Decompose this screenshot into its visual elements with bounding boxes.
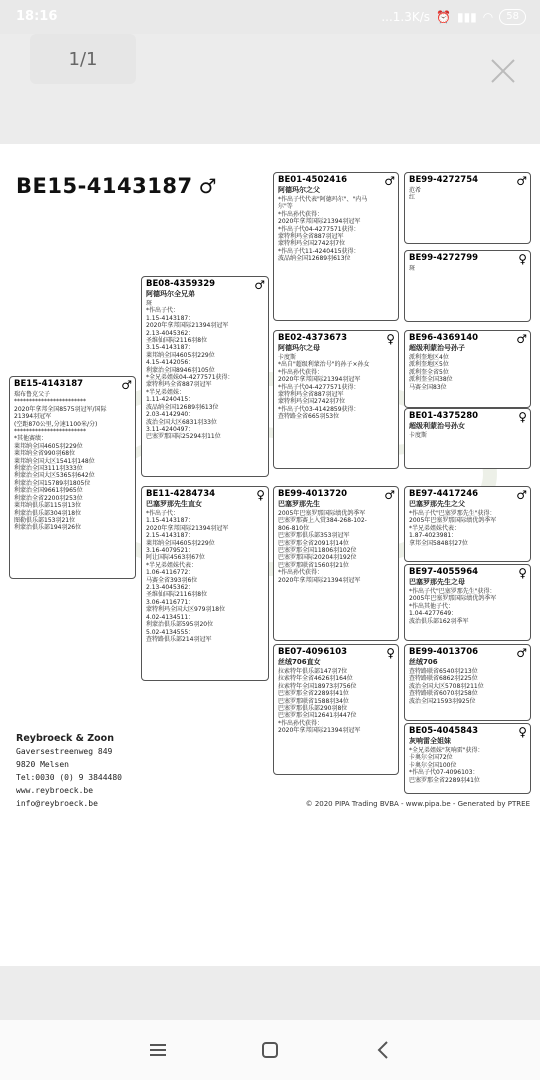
- card-bird-name: 超级利蒙治号孙女: [409, 422, 465, 430]
- battery-indicator: 58: [499, 9, 526, 25]
- home-icon[interactable]: [258, 1038, 282, 1062]
- card-details: *作出子代代表"阿德玛尔"、"内马 尔"等 *作出孙代获得： 2020年拿邦国际21394羽冠军 *作出子代04-4277571获得： 蒙特利玛全省887羽冠军 蒙特利玛全国2742羽7位 *作出子代11-4240415获得： 波品纳全国12689羽613位: [278, 196, 368, 263]
- card-bird-name: 巴塞罗那先生直女: [146, 500, 202, 508]
- breeder-name: Reybroeck & Zoon: [16, 733, 114, 744]
- card-bird-name: 阿德玛尔全兄弟: [146, 290, 195, 298]
- card-details: 范希 红: [409, 187, 422, 202]
- card-ring-number: BE05-4045843: [409, 726, 479, 736]
- card-ring-number: BE01-4502416: [278, 175, 348, 185]
- card-details: 卡度斯: [409, 432, 428, 439]
- card-details: 瑞布鲁克父子 ************************ 2020年拿邦全国8575羽冠军/国际 21394羽冠军 (空距870公里,分速1100米/分) ************************ *其他赛绩： 莱邦纳全国4605羽229位 莱邦纳全省990羽68位 莱邦纳全国大区1541羽148位 利蒙治全国3111羽333位 利蒙治全国大区5365羽642位 利蒙治全国15789羽1805位 利蒙治全国9661羽965位 利蒙治全省2200羽253位 莱邦纳俱乐部115羽13位 利蒙治俱乐部304羽18位 图勒俱乐部153羽21位 利蒙治俱乐部194羽26位: [14, 391, 107, 532]
- card-ring-number: BE96-4369140: [409, 333, 479, 343]
- pedigree-document: [0, 144, 540, 966]
- card-bird-name: 巴塞罗那先生之父: [409, 500, 465, 508]
- card-details: 卡度斯 *出自"超级利蒙治号"的孙子×孙女 *作出孙代获得： 2020年拿邦国际21394羽冠军 *作出子代04-4277571获得： 蒙特利玛全省887羽冠军 蒙特利玛全国2742羽7位 *作出子代03-4142859获得： 查特路全省665羽53位: [278, 354, 370, 421]
- status-indicators: [381, 9, 526, 25]
- viewer-toolbar: [0, 34, 540, 144]
- alarm-icon: ⏰: [436, 10, 451, 24]
- male-icon: ♂: [121, 378, 132, 392]
- card-ring-number: BE99-4013706: [409, 647, 479, 657]
- card-details: *作出子代"巴塞罗那先生"获得： 2005年巴塞罗那国际绩优鸽季军 *半兄弟姐妹代表： 1.87-4023981： 拿邦全国5848羽27位: [409, 510, 497, 547]
- card-ring-number: BE97-4055964: [409, 567, 479, 577]
- breeder-email: info@reybroeck.be: [16, 799, 98, 808]
- pedigree-card: [273, 644, 399, 775]
- card-bird-name: 超级利蒙治号孙子: [409, 344, 465, 352]
- male-icon: ♂: [198, 174, 218, 198]
- pedigree-card: [404, 564, 531, 641]
- card-ring-number: BE15-4143187: [14, 379, 84, 389]
- pedigree-card: [9, 376, 136, 579]
- card-ring-number: BE11-4284734: [146, 489, 216, 499]
- card-ring-number: BE02-4373673: [278, 333, 348, 343]
- female-icon: ♀: [386, 332, 395, 346]
- card-details: *全兄弟姐妹"灰响雷"获得： 卡奥尔全国72位 卡奥尔全国100位 *作出子代07-4096103： 巴塞罗那全省2289羽41位: [409, 747, 484, 784]
- card-details: 2005年巴塞罗那国际绩优鸽季军 巴塞罗那赛上入赏384-268-102- 806-810位 巴塞罗那俱乐部353羽冠军 巴塞罗那全省2091羽14位 巴塞罗那全国11806羽102位 巴塞罗那国际20204羽192位 巴塞罗那联省1560羽21位 *作出孙代获得： 2020年拿邦国际21394羽冠军: [278, 510, 367, 584]
- pedigree-card: [404, 172, 531, 244]
- pedigree-card: [273, 172, 399, 321]
- card-ring-number: BE99-4013720: [278, 489, 348, 499]
- breeder-city: 9820 Melsen: [16, 760, 69, 769]
- network-speed: ...1.3K/s: [381, 10, 431, 24]
- card-ring-number: BE07-4096103: [278, 647, 348, 657]
- male-icon: ♂: [384, 488, 395, 502]
- pedigree-card: [404, 486, 531, 562]
- breeder-tel: Tel:0030 (0) 9 3844480: [16, 773, 122, 782]
- card-ring-number: BE01-4375280: [409, 411, 479, 421]
- breeder-info: [16, 732, 122, 810]
- page-indicator: [30, 34, 136, 84]
- breeder-address: Gaversestreenweg 849: [16, 747, 113, 756]
- pedigree-card: [404, 723, 531, 794]
- card-details: *作出子代： 1.15-4143187： 2020年拿邦国际21394羽冠军 2.15-4143187： 莱邦纳全国4605羽229位 3.16-4079521： 阿让国际4563羽67位 *半兄弟姐妹代表： 1.06-4116772： 马赛全省393羽6位 2.13-4045362： 圣维仙国际2116羽8位 3.06-4116771： 蒙特利玛全国大区979羽18位 4.02-4134511： 利蒙治俱乐部595羽20位 5.02-4134555： 查特路俱乐部214羽冠军: [146, 510, 229, 643]
- male-icon: ♂: [384, 174, 395, 188]
- card-bird-name: 丝绒706: [409, 658, 438, 666]
- female-icon: ♀: [518, 725, 527, 739]
- page-title: [16, 174, 217, 198]
- card-bird-name: 巴塞罗那先生之母: [409, 578, 465, 586]
- pedigree-card: [404, 330, 531, 408]
- pedigree-card: [141, 276, 269, 477]
- pedigree-card: [404, 408, 531, 469]
- male-icon: ♂: [516, 646, 527, 660]
- male-icon: ♂: [516, 488, 527, 502]
- pedigree-card: [404, 644, 531, 721]
- card-bird-name: 丝绒706直女: [278, 658, 321, 666]
- card-ring-number: BE99-4272799: [409, 253, 479, 263]
- pedigree-card: [404, 250, 531, 322]
- female-icon: ♀: [386, 646, 395, 660]
- footer-copyright: © 2020 PIPA Trading BVBA - www.pipa.be - Generated by PTREE: [305, 800, 530, 808]
- card-bird-name: 巴塞罗那先生: [278, 500, 320, 508]
- title-ring-number: BE15-4143187: [16, 174, 193, 198]
- female-icon: ♀: [518, 566, 527, 580]
- close-icon[interactable]: [488, 56, 518, 86]
- card-bird-name: 阿德玛尔之母: [278, 344, 320, 352]
- back-icon[interactable]: [372, 1038, 396, 1062]
- status-time: 18:16: [16, 9, 58, 24]
- male-icon: ♂: [516, 174, 527, 188]
- male-icon: ♂: [254, 278, 265, 292]
- android-nav-bar: [0, 1020, 540, 1080]
- male-icon: ♂: [516, 332, 527, 346]
- wifi-icon: ◠: [482, 10, 494, 24]
- card-bird-name: 灰响雷全姐妹: [409, 737, 451, 745]
- card-details: 拉索特年俱乐部147羽7位 拉索特年全省4626羽164位 拉索特年全国18973羽756位 巴塞罗那全省2289羽41位 巴塞罗那联省1588羽34位 巴塞罗那俱乐部290羽8位 巴塞罗那全国12641羽447位 *作出孙代获得： 2020年拿邦国际21394羽冠军: [278, 668, 361, 735]
- card-details: 查特路联省6540羽213位 查特路联省6862羽225位 波治全国大区5708羽211位 查特路联省6070羽258位 波治全国21593羽925位: [409, 668, 484, 705]
- pedigree-card: [273, 486, 399, 641]
- female-icon: ♀: [256, 488, 265, 502]
- female-icon: ♀: [518, 252, 527, 266]
- signal-icon: ▮▮▮: [456, 10, 477, 24]
- card-ring-number: BE08-4359329: [146, 279, 216, 289]
- breeder-web: www.reybroeck.be: [16, 786, 94, 795]
- pedigree-card: [273, 330, 399, 469]
- card-ring-number: BE99-4272754: [409, 175, 479, 185]
- card-details: *作出子代"巴塞罗那先生"获得： 2005年巴塞罗那国际绩优鸽季军 *作出其他子代： 1.04-4277649： 波治俱乐部162羽季军: [409, 588, 497, 625]
- card-details: 斑: [409, 265, 416, 272]
- female-icon: ♀: [518, 410, 527, 424]
- page-number: 1/1: [68, 48, 98, 70]
- card-bird-name: 阿德玛尔之父: [278, 186, 320, 194]
- card-ring-number: BE97-4417246: [409, 489, 479, 499]
- card-details: 斑 *作出子代： 1.15-4143187： 2020年拿邦国际21394羽冠军 2.13-4045362： 圣维仙国际2116羽8位 3.15-4143187： 莱邦纳全国4605羽229位 4.15-4142056： 利蒙治全国8946羽105位 *全兄弟姐妹04-4277571获得： 蒙特利玛全省887羽冠军 *半兄弟姐妹： 1.11-4240415： 波品纳全国12689羽613位 2.03-4142940： 波治全国大区6831羽33位 3.11-4240497： 巴塞罗那国际25294羽11位: [146, 300, 234, 441]
- status-bar: [0, 0, 540, 34]
- card-details: 派利奎地区4位 派利奎地区5位 派利奎全省5位 派利奎全国38位 马赛全国83位: [409, 354, 453, 391]
- menu-icon[interactable]: [146, 1038, 170, 1062]
- pedigree-card: [141, 486, 269, 681]
